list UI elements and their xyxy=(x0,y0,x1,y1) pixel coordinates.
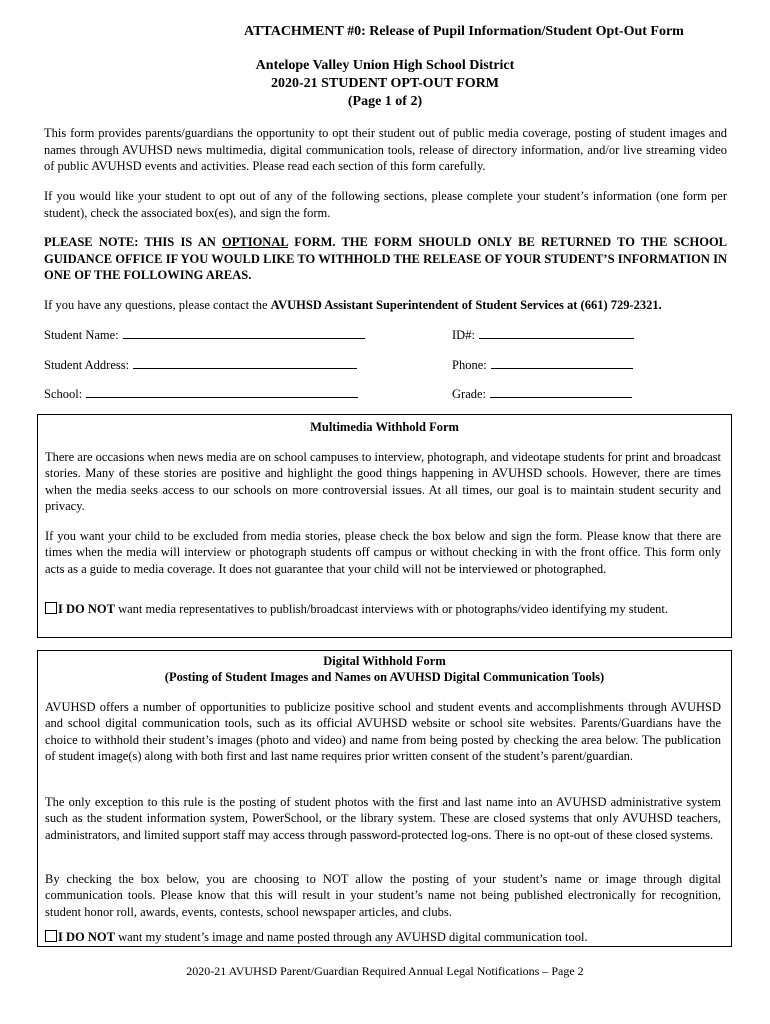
student-name-label: Student Name: xyxy=(44,328,119,342)
digital-paragraph-3: By checking the box below, you are choosing to NOT allow the posting of your student’s name or image through digital communication tools. Please know that this will result in your student’s name not being published electronically for recognition, student honor roll, awards, events, contests, school newspaper articles, and clubs. xyxy=(45,872,721,919)
phone-blank[interactable] xyxy=(491,357,633,369)
school-blank[interactable] xyxy=(86,386,358,398)
contact-text: If you have any questions, please contact the xyxy=(44,298,271,312)
digital-opt-out-option[interactable] xyxy=(45,929,721,945)
multimedia-withhold-box xyxy=(37,414,732,638)
grade-field[interactable] xyxy=(452,386,632,402)
grade-blank[interactable] xyxy=(490,386,632,398)
digital-paragraph-1: AVUHSD offers a number of opportunities to publicize positive school and student events and accomplishments through AVUHSD and school digital communication tools, such as its official AVUHSD website or school site websites. Parents/Guardians have the choice to withhold their student’s images (photo and video) and name from being posted by checking the area below. The publication of student image(s) along with both first and last name requires prior written consent of the student’s parent/guardian. xyxy=(45,700,721,763)
id-label: ID#: xyxy=(452,328,475,342)
multimedia-opt-out-checkbox[interactable] xyxy=(45,602,57,614)
student-name-field[interactable] xyxy=(44,327,365,343)
student-name-blank[interactable] xyxy=(123,327,365,339)
phone-field[interactable] xyxy=(452,357,633,373)
multimedia-paragraph-2: If you want your child to be excluded from media stories, please check the box below and sign the form. Please know that there are times when the media will interview or photograph students off campus or without checking in with the front office. This form only acts as a guide to media coverage. It does not guarantee that your child will not be interviewed or photographed. xyxy=(45,529,721,576)
multimedia-title: Multimedia Withhold Form xyxy=(310,420,459,434)
intro-paragraph: This form provides parents/guardians the opportunity to opt their student out of public media coverage, posting of student images and names through AVUHSD news multimedia, digital communication tools, release of directory information, and/or live streaming video of public AVUHSD events and activities. Please read each section of this form carefully. xyxy=(44,126,727,173)
attachment-title: ATTACHMENT #0: Release of Pupil Information/Student Opt-Out Form xyxy=(244,24,684,39)
contact-line xyxy=(44,297,727,314)
digital-opt-out-bold: I DO NOT xyxy=(58,930,115,944)
form-header xyxy=(0,57,770,111)
multimedia-opt-out-bold: I DO NOT xyxy=(58,602,115,616)
student-address-field[interactable] xyxy=(44,357,357,373)
id-blank[interactable] xyxy=(479,327,634,339)
multimedia-opt-out-text: want media representatives to publish/broadcast interviews with or photographs/video identifying my student. xyxy=(114,602,668,616)
student-address-label: Student Address: xyxy=(44,358,130,372)
digital-subtitle: (Posting of Student Images and Names on AVUHSD Digital Communication Tools) xyxy=(164,670,605,684)
multimedia-paragraph-1: There are occasions when news media are on school campuses to interview, photograph, and videotape students for print and broadcast stories. Many of these stories are positive and highlight the good things happening in AVUHSD schools. However, there are times when the media seeks access to our schools on more controversial issues. At all times, our goal is to maintain student security and privacy. xyxy=(45,450,721,513)
digital-title: Digital Withhold Form xyxy=(323,654,446,668)
page-indicator: (Page 1 of 2) xyxy=(347,94,423,109)
optional-note xyxy=(44,234,727,284)
digital-paragraph-2: The only exception to this rule is the posting of student photos with the first and last name into an AVUHSD administrative system such as the student information system, PowerSchool, or the library system. These are closed systems that only AVUHSD teachers, administrators, and limited support staff may access through password-protected log-ons. There is no opt-out of these closed systems. xyxy=(45,795,721,842)
note-optional: OPTIONAL xyxy=(222,235,289,249)
note-text-a: PLEASE NOTE: THIS IS AN xyxy=(44,235,223,249)
phone-label: Phone: xyxy=(452,358,487,372)
student-address-blank[interactable] xyxy=(133,357,357,369)
multimedia-opt-out-option[interactable] xyxy=(45,600,721,618)
digital-withhold-box xyxy=(37,650,732,947)
note-text-b: FORM. THE FORM SHOULD ONLY BE RETURNED TO THE SCHOOL GUIDANCE OFFICE IF YOU WOULD LIKE TO WITHHOLD THE RELEASE OF YOUR STUDENT’S INFORMATION IN ONE OF THE FOLLOWING AREAS. xyxy=(44,235,727,282)
page-footer: 2020-21 AVUHSD Parent/Guardian Required Annual Legal Notifications – Page 2 xyxy=(186,964,584,978)
school-field[interactable] xyxy=(44,386,358,402)
digital-opt-out-text: want my student’s image and name posted through any AVUHSD digital communication tool. xyxy=(114,930,588,944)
district-name: Antelope Valley Union High School District xyxy=(255,58,515,73)
instructions-paragraph: If you would like your student to opt out of any of the following sections, please complete your student’s information (one form per student), check the associated box(es), and sign the form. xyxy=(44,189,727,220)
contact-office: AVUHSD Assistant Superintendent of Student Services at (661) 729-2321. xyxy=(270,298,662,312)
grade-label: Grade: xyxy=(452,387,487,401)
digital-opt-out-checkbox[interactable] xyxy=(45,930,57,942)
school-label: School: xyxy=(44,387,83,401)
form-title: 2020-21 STUDENT OPT-OUT FORM xyxy=(270,76,500,91)
id-field[interactable] xyxy=(452,327,634,343)
